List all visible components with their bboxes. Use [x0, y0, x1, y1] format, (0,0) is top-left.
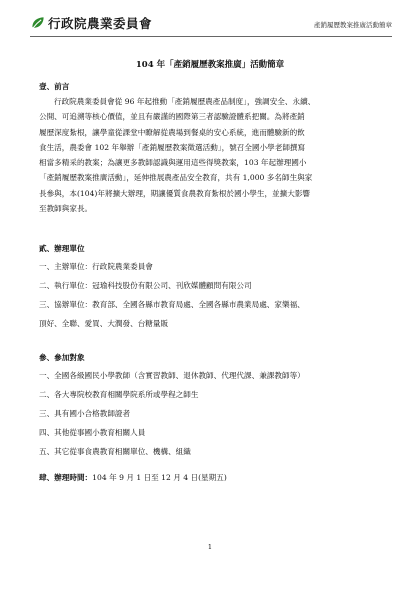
paragraph-line: 長參與，本(104)年將擴大辦理，期讓優質食農教育紮根於國小學生，並擴大影響: [39, 188, 311, 198]
organizer-item: 三、協辦單位：教育部、全國各縣市教育局處、全國各縣市農業局處、家樂福、: [39, 300, 305, 309]
page-number: 1: [207, 543, 213, 551]
event-period-value: 104 年 9 月 1 日至 12 月 4 日(星期五): [92, 473, 227, 482]
paragraph-line: 行政院農業委員會從 96 年起推動「產銷履歷農產品制度」，強調安全、永續、: [54, 97, 316, 106]
participant-item: 五、其它從事食農教育相關單位、機構、組織: [39, 447, 191, 456]
leaf-logo-icon: [30, 15, 46, 31]
paragraph-line: 履歷深度紮根，讓學童從課堂中瞭解從農場到餐桌的安心系統，進而體驗新的飲: [39, 127, 305, 137]
organizer-item: 一、主辦單位：行政院農業委員會: [39, 262, 153, 271]
event-period: [39, 472, 227, 483]
section-heading-organizers: 貳、辦理單位: [39, 244, 85, 253]
org-name: 行政院農業委員會: [48, 16, 153, 31]
page-header: [30, 14, 392, 36]
paragraph-line: 「產銷履歷教案推廣活動」，延伸推展農產品安全教育，共有 1,000 多名師生與家: [39, 173, 313, 183]
participant-item: 四、其他從事國小教育相關人員: [39, 428, 146, 437]
section-heading-participants: 參、參加對象: [39, 353, 85, 362]
participant-item: 二、各大專院校教育相關學院系所或學程之師生: [39, 390, 199, 399]
preface-paragraph: [39, 94, 384, 216]
coa-logo: [30, 14, 152, 32]
paragraph-line: 至教師與家長。: [39, 204, 93, 214]
organizer-item: 二、執行單位：冠瑜科技股份有限公司、刊欣媒體顧問有限公司: [39, 281, 252, 290]
paragraph-line: 公開、可追溯等核心價值，並且有嚴謹的國際第三者認驗證體系把關。為將產銷: [39, 112, 305, 122]
paragraph-line: 相當多精采的教案；為讓更多教師認識與運用這些得獎教案，103 年起辦理國小: [39, 158, 307, 168]
section-heading-preface: 壹、前言: [39, 82, 70, 91]
header-divider: [30, 36, 392, 37]
header-doc-title: 產銷履歷教案推廣活動簡章: [314, 21, 392, 29]
document-title: 104 年「產銷履歷教案推廣」活動簡章: [135, 60, 285, 70]
participant-item: 三、具有國小合格教師證者: [39, 409, 131, 418]
participant-item: 一、全國各級國民小學教師（含實習教師、退休教師、代理代課、兼課教師等）: [39, 371, 305, 380]
section-heading-period: 肆、辦理時間：: [39, 473, 93, 482]
paragraph-line: 食生活，農委會 102 年舉辦「產銷履歷教案徵選活動」，號召全國小學老師撰寫: [39, 142, 306, 152]
organizer-item-continued: 頂好、全聯、愛買、大潤發、台糖量販: [39, 319, 169, 328]
